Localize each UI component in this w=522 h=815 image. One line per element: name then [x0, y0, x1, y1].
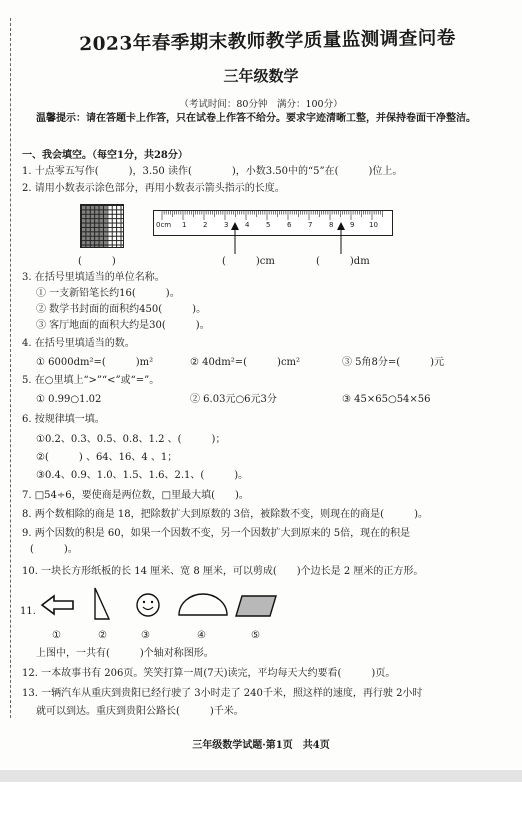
question-2: 2. 请用小数表示涂色部分，再用小数表示箭头指示的长度。 [22, 183, 285, 194]
question-13: 13. 一辆汽车从重庆到贵阳已经行驶了 3小时走了 240千米，照这样的速度，再行驶 2小时 [22, 688, 423, 699]
q2-answer-cm: ( )cm [222, 256, 275, 267]
question-3: 3. 在括号里填适当的单位名称。 [22, 272, 165, 283]
ruler-label: 3 [224, 221, 229, 229]
question-13-cont: 就可以到达。重庆到贵阳公路长( )千米。 [36, 706, 244, 717]
ruler-label: 0cm [156, 221, 172, 229]
q2-answer-dm: ( )dm [316, 256, 370, 267]
question-8: 8. 两个数相除的商是 18，把除数扩大到原数的 3倍，被除数不变，则现在的商是( )。 [22, 509, 428, 520]
q3-item: ① 一支新铅笔长约16( )。 [36, 288, 180, 299]
q6-item: ②( ) 、64、16、4 、1； [36, 452, 178, 463]
q6-item: ③0.4、0.9、1.0、1.5、1.6、2.1、( )。 [36, 470, 249, 481]
q6-item: ①0.2、0.3、0.5、0.8、1.2 、( )； [36, 434, 226, 445]
question-5: 5. 在○里填上“>”“<”或“=”。 [22, 375, 160, 386]
page-footer: 三年级数学试题·第1页 共4页 [192, 740, 330, 751]
ruler-labels [153, 221, 393, 233]
question-12: 12. 一本故事书有 206页。笑笑打算一周(7天)读完，平均每天大约要看( )页。 [22, 668, 396, 679]
question-9-cont: ( )。 [30, 544, 78, 555]
q4-item: ② 40dm²=( )cm² [190, 357, 301, 368]
q5-item: ③ 45×65○54×56 [342, 394, 431, 405]
question-10: 10. 一块长方形纸板的长 14 厘米、宽 8 厘米，可以剪成( )个边长是 2 厘米的正方形。 [22, 566, 424, 577]
question-6: 6. 按规律填一填。 [22, 414, 105, 425]
ruler-label: 2 [203, 221, 208, 229]
arrow-up-icon [336, 222, 346, 256]
binding-line [10, 18, 11, 718]
shape-number: ① [52, 630, 61, 641]
q5-item: ② 6.03元○6元3分 [190, 394, 277, 405]
exam-subtitle: 三年级数学 [223, 67, 299, 85]
section-heading: 一、我会填空。（每空1分，共28分） [22, 150, 188, 161]
shape-number: ⑤ [251, 630, 260, 641]
semicircle-icon [176, 592, 230, 618]
q2-answer-grid: ( ) [78, 256, 116, 267]
hundred-grid [80, 204, 124, 248]
bottom-blank [0, 782, 522, 815]
bottom-band [0, 770, 522, 815]
exam-info: （考试时间：80分钟 满分：100分） [179, 99, 343, 110]
right-triangle-icon [92, 586, 112, 622]
question-1: 1. 十点零五写作( )，3.50 读作( )，小数3.50中的“5”在( )位上。 [22, 166, 403, 177]
q4-item: ① 6000dm²=( )m² [36, 357, 154, 368]
warm-tip: 温馨提示：请在答题卡上作答，只在试卷上作答不给分。要求字迹清晰工整，并保持卷面干净整洁。 [36, 113, 476, 124]
shape-number: ③ [141, 630, 150, 641]
ruler-label: 9 [350, 221, 355, 229]
question-7: 7. □54÷6，要使商是两位数，□里最大填( )。 [22, 490, 249, 501]
ruler-label: 10 [369, 221, 378, 229]
parallelogram-icon [234, 594, 278, 618]
ruler-label: 1 [182, 221, 187, 229]
question-11-text: 上图中，一共有( )个轴对称图形。 [36, 648, 214, 659]
ruler-label: 8 [329, 221, 334, 229]
question-9: 9. 两个因数的积是 60，如果一个因数不变，另一个因数扩大到原来的 5倍，现在的积是 [22, 528, 411, 539]
ruler-label: 6 [287, 221, 292, 229]
ruler-label: 5 [266, 221, 271, 229]
question-4: 4. 在括号里填适当的数。 [22, 338, 135, 349]
ruler-label: 4 [245, 221, 250, 229]
q3-item: ③ 客厅地面的面积大约是30( )。 [36, 320, 210, 331]
q5-item: ① 0.99○1.02 [36, 394, 102, 405]
question-11-label: 11. [20, 606, 36, 617]
shape-number: ④ [197, 630, 206, 641]
ruler-label: 7 [308, 221, 313, 229]
shape-number: ② [98, 630, 107, 641]
q4-item: ③ 5角8分=( )元 [342, 357, 445, 368]
arrow-left-icon [40, 593, 76, 617]
arrow-up-icon [230, 222, 240, 256]
smiley-face-icon [135, 592, 161, 618]
q3-item: ② 数学书封面的面积约450( )。 [36, 304, 207, 315]
exam-title: 2023年春季期末教师教学质量监测调查问卷 [79, 27, 456, 56]
